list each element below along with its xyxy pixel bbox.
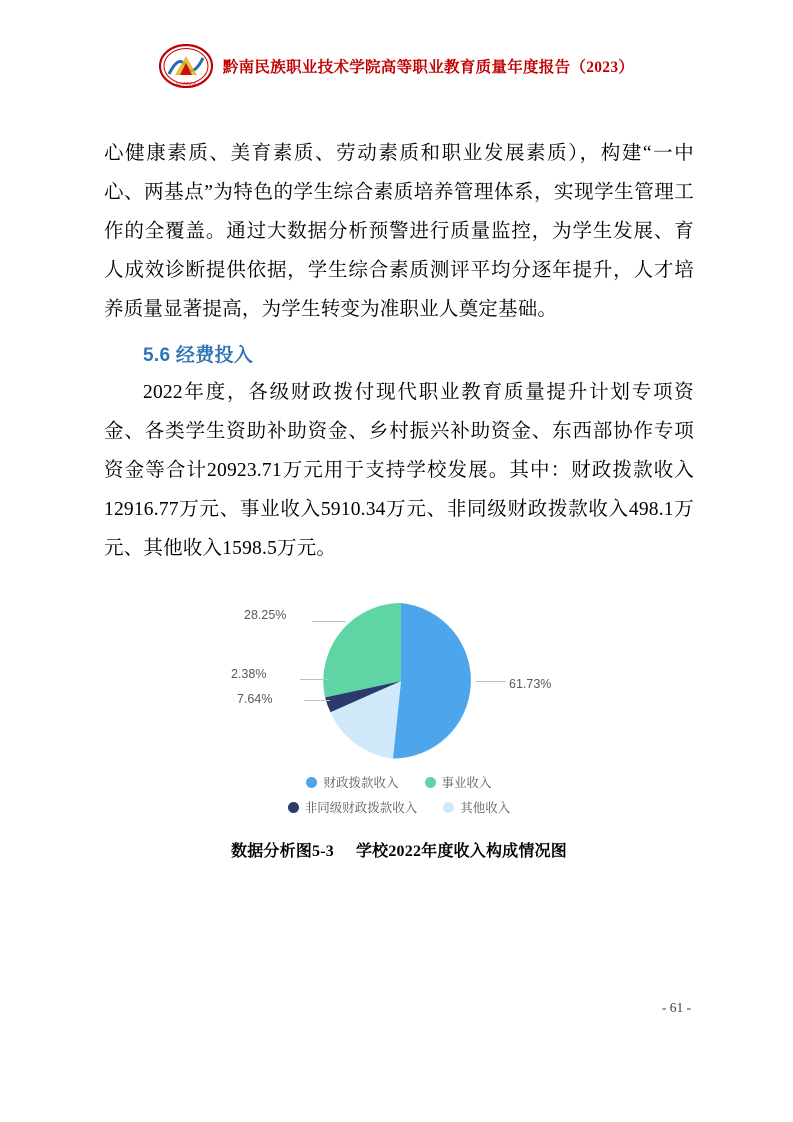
page-footer	[0, 1000, 793, 1016]
page-content	[104, 134, 694, 568]
legend-label: 其他收入	[460, 801, 511, 815]
legend-item-shiye	[425, 773, 492, 791]
pie-label-shiye: 28.25%	[244, 608, 287, 622]
figure-caption-title: 学校2022年度收入构成情况图	[355, 843, 567, 860]
figure-5-3	[104, 588, 694, 878]
legend-label: 财政拨款收入	[323, 776, 399, 790]
section-heading-5-6: 5.6 经费投入	[143, 345, 254, 366]
pie-label-feitongji: 2.38%	[231, 667, 267, 681]
legend-label: 事业收入	[441, 776, 492, 790]
legend-row-2	[104, 798, 694, 816]
legend-swatch-icon	[288, 802, 299, 813]
chart-legend	[104, 773, 694, 823]
paragraph-funding: 2022年度，各级财政拨付现代职业教育质量提升计划专项资金、各类学生资助补助资金、乡村振兴补助资金、东西部协作专项资金等合计20923.71万元用于支持学校发展。其中：财政拨款收入12916.77万元、事业收入5910.34万元、非同级财政拨款收入498.1万元、其他收入1598.5万元。	[104, 382, 694, 559]
legend-row-1	[104, 773, 694, 791]
pie-chart	[104, 588, 694, 815]
legend-item-qita	[443, 798, 510, 816]
school-emblem-icon	[159, 44, 213, 88]
pie-label-caizheng: 61.73%	[509, 677, 552, 691]
pie-label-qita: 7.64%	[237, 692, 273, 706]
header-inner	[159, 44, 634, 88]
header-title: 黔南民族职业技术学院高等职业教育质量年度报告（2023）	[222, 59, 635, 76]
paragraph-continued: 心健康素质、美育素质、劳动素质和职业发展素质），构建“一中心、两基点”为特色的学生综合素质培养管理体系，实现学生管理工作的全覆盖。通过大数据分析预警进行质量监控，为学生发展、育人成效诊断提供依据，学生综合素质测评平均分逐年提升，人才培养质量显著提高，为学生转变为准职业人奠定基础。	[104, 143, 694, 320]
legend-swatch-icon	[443, 802, 454, 813]
svg-text:QIANNAN: QIANNAN	[175, 81, 196, 86]
leader-line-2	[312, 621, 346, 622]
leader-line-3	[300, 679, 328, 680]
leader-line-1	[476, 681, 506, 682]
page-header	[0, 38, 793, 94]
figure-caption	[104, 838, 694, 861]
legend-item-caizheng	[306, 773, 398, 791]
leader-line-4	[304, 700, 330, 701]
legend-item-feitongji	[288, 798, 418, 816]
figure-caption-label: 数据分析图5-3	[231, 843, 334, 860]
legend-swatch-icon	[425, 777, 436, 788]
legend-label: 非同级财政拨款收入	[304, 801, 418, 815]
page-number: - 61 -	[661, 1000, 692, 1015]
legend-swatch-icon	[306, 777, 317, 788]
